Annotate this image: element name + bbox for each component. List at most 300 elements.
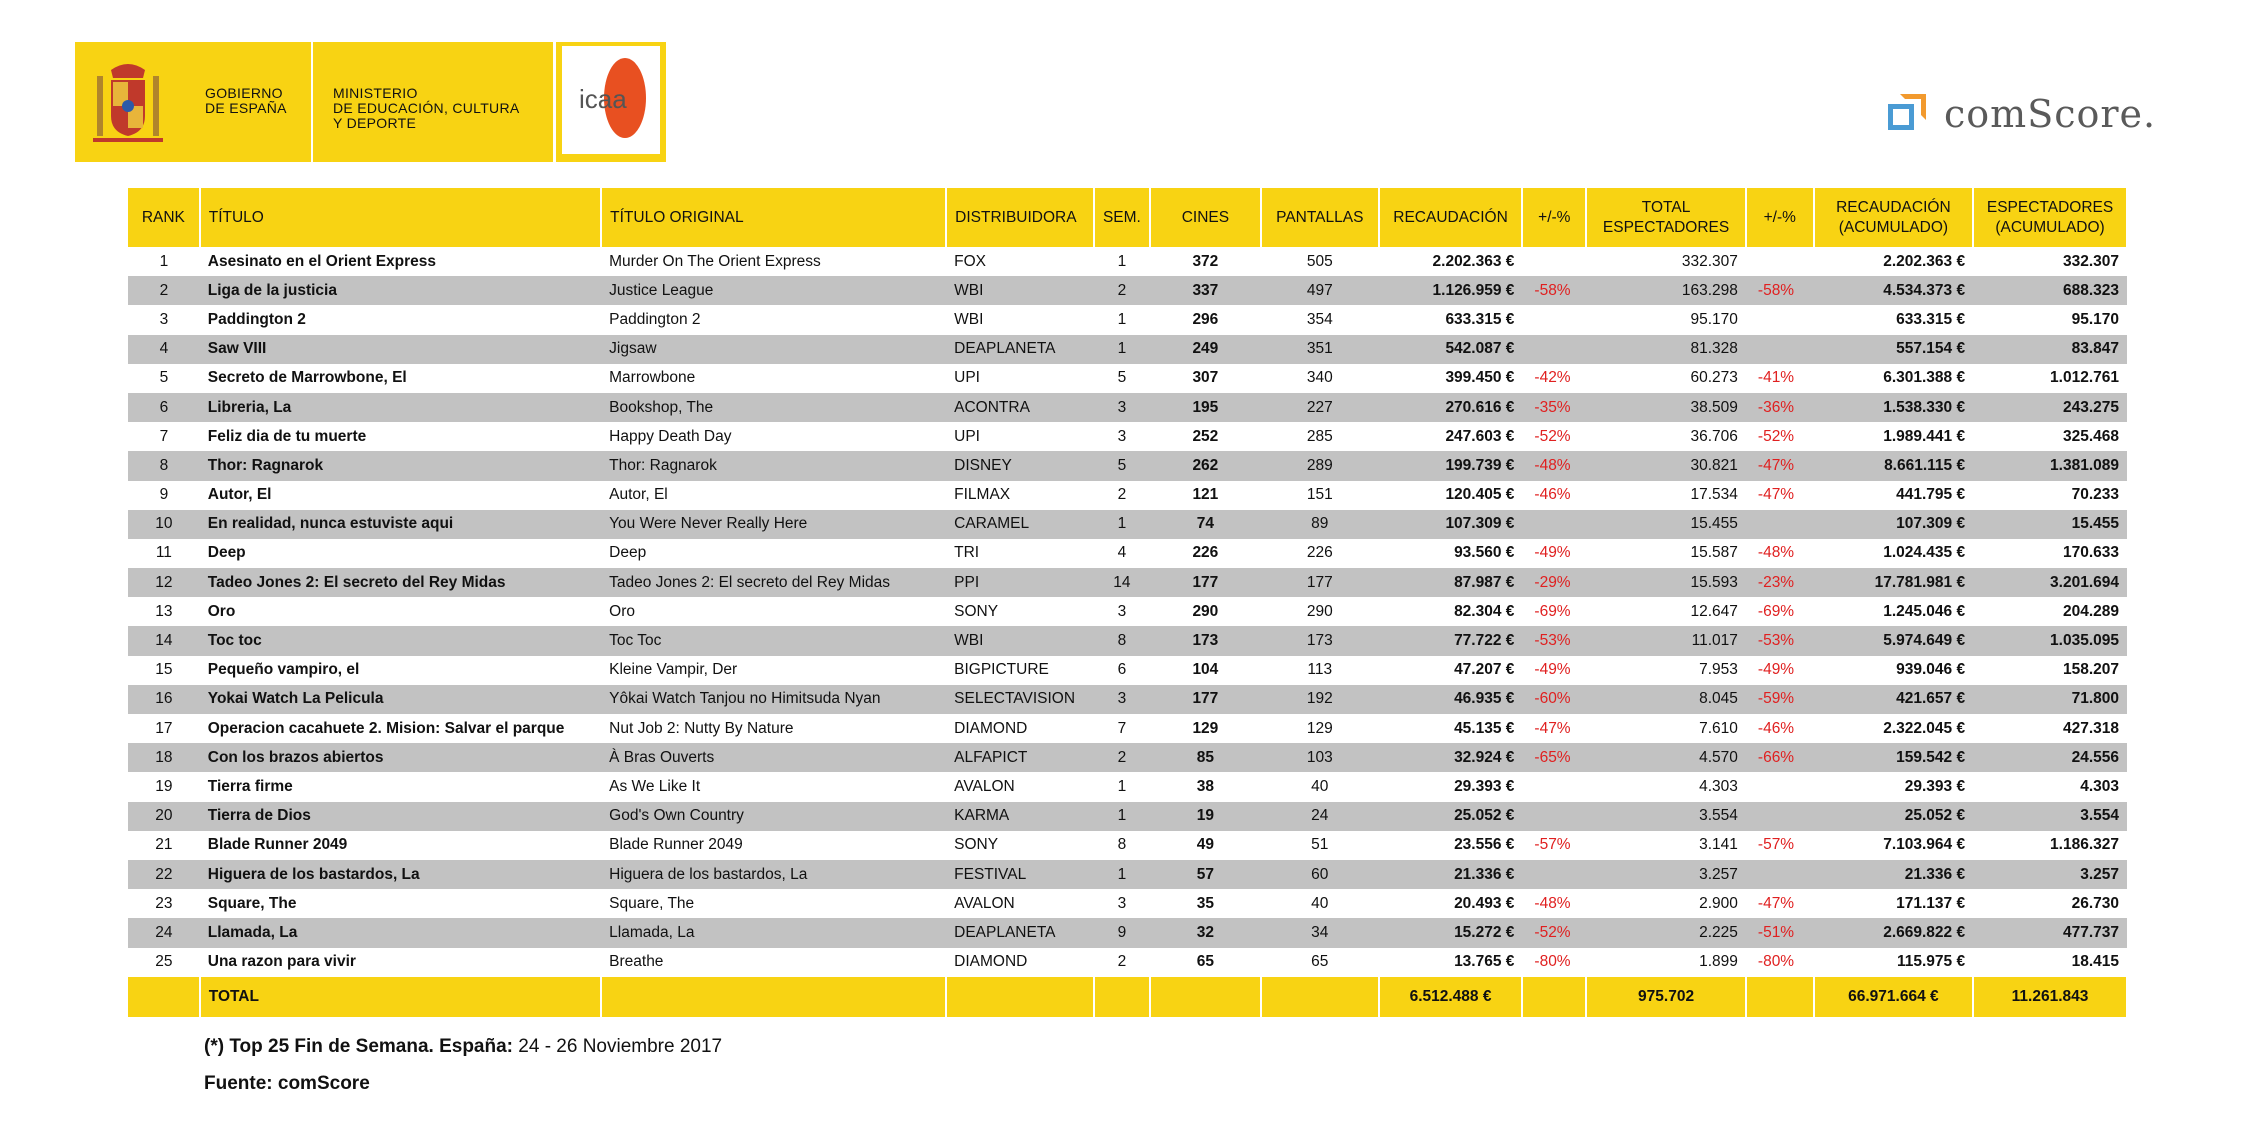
- col-titulo-original: TÍTULO ORIGINAL: [601, 188, 946, 247]
- cell-distribuidora: DISNEY: [946, 451, 1094, 480]
- cell-recaudacion: 29.393 €: [1454, 777, 1515, 795]
- cell-espectadores-acumulado: 158.207: [2062, 661, 2119, 679]
- col-cines: CINES: [1150, 188, 1261, 247]
- cell-pantallas: 227: [1261, 393, 1379, 422]
- cell-recaudacion-acumulado: 4.534.373 €: [1814, 276, 1973, 305]
- cell-pantallas: 34: [1261, 918, 1379, 947]
- cell-var-espectadores: -46%: [1757, 719, 1795, 737]
- cell-distribuidora: FESTIVAL: [946, 860, 1094, 889]
- cell-total-espectadores: 38.509: [1586, 393, 1746, 422]
- cell-semana: 5: [1094, 451, 1150, 480]
- table-row: [128, 743, 2127, 772]
- cell-rank: 6: [128, 393, 200, 422]
- cell-var-recaudacion: -58%: [1522, 276, 1586, 305]
- cell-distribuidora: SONY: [954, 602, 999, 620]
- cell-distribuidora: TRI: [954, 544, 980, 562]
- cell-var-espectadores: -52%: [1757, 427, 1795, 445]
- cell-cines: 195: [1150, 393, 1261, 422]
- cell-titulo-original: Marrowbone: [609, 369, 696, 387]
- cell-pantallas: 290: [1306, 602, 1333, 620]
- cell-total-espectadores: 8.045: [1586, 685, 1746, 714]
- cell-total-espectadores: 163.298: [1586, 276, 1746, 305]
- cell-semana: 8: [1094, 626, 1150, 655]
- cell-var-espectadores: [1746, 860, 1814, 889]
- cell-rank: 8: [128, 451, 200, 480]
- col-var-espectadores: +/-%: [1746, 188, 1814, 247]
- cell-semana: 5: [1117, 369, 1127, 387]
- table-row: [128, 451, 2127, 480]
- cell-rank: 19: [155, 777, 173, 795]
- header-banner: [75, 42, 666, 162]
- cell-titulo: Llamada, La: [200, 918, 601, 947]
- footer-note-dates: 24 - 26 Noviembre 2017: [513, 1036, 723, 1057]
- cell-total-espectadores: 30.821: [1586, 451, 1746, 480]
- cell-rank: 21: [155, 836, 173, 854]
- cell-rank: 1: [159, 252, 169, 270]
- cell-total-espectadores: 2.900: [1699, 894, 1738, 912]
- cell-var-espectadores: -57%: [1757, 836, 1795, 854]
- cell-pantallas: 505: [1306, 252, 1333, 270]
- cell-var-recaudacion: -53%: [1522, 626, 1586, 655]
- cell-var-espectadores: -47%: [1757, 486, 1795, 504]
- col-var-recaudacion: +/-%: [1522, 188, 1586, 247]
- cell-distribuidora: WBI: [946, 276, 1094, 305]
- table-row: [128, 539, 2127, 568]
- cell-rank: 13: [155, 602, 173, 620]
- cell-titulo-original: Paddington 2: [609, 310, 701, 328]
- cell-espectadores-acumulado: 24.556: [1973, 743, 2127, 772]
- cell-espectadores-acumulado: 3.201.694: [1973, 568, 2127, 597]
- cell-cines: 337: [1150, 276, 1261, 305]
- cell-titulo: En realidad, nunca estuviste aqui: [200, 510, 601, 539]
- cell-titulo-original: Justice League: [601, 276, 946, 305]
- cell-total-espectadores: 2.225: [1586, 918, 1746, 947]
- cell-recaudacion: 542.087 €: [1379, 335, 1523, 364]
- cell-recaudacion: 21.336 €: [1379, 860, 1523, 889]
- cell-var-recaudacion: -48%: [1534, 894, 1571, 912]
- cell-var-recaudacion: [1522, 772, 1586, 801]
- cell-distribuidora: DEAPLANETA: [946, 335, 1094, 364]
- table-row: [128, 802, 2127, 831]
- cell-espectadores-acumulado: 70.233: [2071, 486, 2119, 504]
- cell-recaudacion-acumulado: 2.669.822 €: [1814, 918, 1973, 947]
- cell-distribuidora: SONY: [954, 836, 999, 854]
- cell-distribuidora: ALFAPICT: [946, 743, 1094, 772]
- cell-distribuidora: FOX: [954, 252, 987, 270]
- cell-var-recaudacion: -48%: [1522, 451, 1586, 480]
- cell-total-espectadores: 11.017: [1586, 626, 1746, 655]
- cell-recaudacion-acumulado: 171.137 €: [1896, 894, 1966, 912]
- cell-cines: 177: [1150, 568, 1261, 597]
- cell-var-recaudacion: -80%: [1534, 953, 1571, 971]
- cell-espectadores-acumulado: 688.323: [1973, 276, 2127, 305]
- cell-titulo: Autor, El: [207, 486, 272, 504]
- cell-semana: 4: [1117, 544, 1127, 562]
- total-recaudacion: 6.512.488 €: [1379, 977, 1523, 1017]
- cell-var-recaudacion: -47%: [1534, 719, 1571, 737]
- cell-rank: 3: [159, 310, 169, 328]
- cell-cines: 35: [1196, 894, 1214, 912]
- cell-distribuidora: AVALON: [954, 777, 1015, 795]
- cell-semana: 8: [1117, 836, 1127, 854]
- cell-titulo-original: Higuera de los bastardos, La: [601, 860, 946, 889]
- cell-cines: 104: [1192, 661, 1219, 679]
- footer-note: [204, 1036, 722, 1058]
- cell-titulo: Asesinato en el Orient Express: [207, 252, 437, 270]
- cell-var-recaudacion: [1522, 335, 1586, 364]
- cell-recaudacion-acumulado: 25.052 €: [1814, 802, 1973, 831]
- cell-recaudacion-acumulado: 441.795 €: [1896, 486, 1966, 504]
- cell-distribuidora: BIGPICTURE: [954, 661, 1049, 679]
- cell-distribuidora: SELECTAVISION: [946, 685, 1094, 714]
- cell-cines: 252: [1192, 427, 1219, 445]
- cell-total-espectadores: 1.899: [1699, 953, 1738, 971]
- table-row: [128, 305, 2127, 334]
- cell-espectadores-acumulado: 1.381.089: [1973, 451, 2127, 480]
- cell-espectadores-acumulado: 3.554: [1973, 802, 2127, 831]
- cell-cines: 290: [1192, 602, 1219, 620]
- table-row: [128, 831, 2127, 860]
- cell-total-espectadores: 17.534: [1690, 486, 1738, 504]
- table-row: [128, 568, 2127, 597]
- col-semana: SEM.: [1094, 188, 1150, 247]
- cell-semana: 1: [1094, 510, 1150, 539]
- cell-recaudacion: 82.304 €: [1454, 602, 1515, 620]
- col-recaudacion-acumulado: RECAUDACIÓN (ACUMULADO): [1814, 188, 1973, 247]
- cell-recaudacion: 13.765 €: [1454, 953, 1515, 971]
- cell-total-espectadores: 4.570: [1586, 743, 1746, 772]
- cell-semana: 3: [1117, 427, 1127, 445]
- cell-distribuidora: AVALON: [954, 894, 1015, 912]
- cell-recaudacion-acumulado: 115.975 €: [1896, 953, 1966, 971]
- cell-titulo: Pequeño vampiro, el: [207, 661, 360, 679]
- cell-var-recaudacion: -65%: [1522, 743, 1586, 772]
- total-spacer: [1150, 977, 1261, 1017]
- cell-recaudacion-acumulado: 29.393 €: [1904, 777, 1966, 795]
- cell-titulo: Oro: [207, 602, 236, 620]
- table-row: [128, 481, 2127, 510]
- cell-total-espectadores: 60.273: [1690, 369, 1738, 387]
- cell-recaudacion: 93.560 €: [1454, 544, 1515, 562]
- cell-rank: 23: [155, 894, 173, 912]
- cell-total-espectadores: 4.303: [1699, 777, 1738, 795]
- cell-semana: 14: [1094, 568, 1150, 597]
- table-row: [128, 918, 2127, 947]
- cell-total-espectadores: 95.170: [1690, 310, 1738, 328]
- cell-espectadores-acumulado: 204.289: [2062, 602, 2119, 620]
- cell-espectadores-acumulado: 170.633: [2062, 544, 2119, 562]
- cell-cines: 173: [1150, 626, 1261, 655]
- cell-pantallas: 113: [1307, 661, 1333, 679]
- table-row: [128, 364, 2127, 393]
- cell-recaudacion: 87.987 €: [1379, 568, 1523, 597]
- col-pantallas: PANTALLAS: [1261, 188, 1379, 247]
- cell-rank: 18: [128, 743, 200, 772]
- cell-var-espectadores: -36%: [1746, 393, 1814, 422]
- cell-semana: 1: [1094, 335, 1150, 364]
- cell-cines: 57: [1150, 860, 1261, 889]
- cell-var-espectadores: -47%: [1757, 894, 1795, 912]
- cell-var-recaudacion: -35%: [1522, 393, 1586, 422]
- cell-espectadores-acumulado: 325.468: [2062, 427, 2119, 445]
- cell-titulo-original: Bookshop, The: [601, 393, 946, 422]
- cell-total-espectadores: 332.307: [1681, 252, 1738, 270]
- ministerio-text: MINISTERIO DE EDUCACIÓN, CULTURA Y DEPORTE: [333, 85, 520, 131]
- cell-var-recaudacion: -49%: [1534, 544, 1571, 562]
- cell-espectadores-acumulado: 1.035.095: [1973, 626, 2127, 655]
- cell-rank: 25: [155, 953, 173, 971]
- cell-var-recaudacion: -52%: [1534, 427, 1571, 445]
- cell-titulo-original: Nut Job 2: Nutty By Nature: [609, 719, 794, 737]
- cell-recaudacion-acumulado: 17.781.981 €: [1814, 568, 1973, 597]
- cell-pantallas: 51: [1311, 836, 1329, 854]
- cell-var-recaudacion: [1522, 247, 1586, 276]
- cell-rank: 20: [128, 802, 200, 831]
- total-recaudacion-acumulado: 66.971.664 €: [1814, 977, 1973, 1017]
- cell-recaudacion: 45.135 €: [1454, 719, 1515, 737]
- cell-cines: 85: [1150, 743, 1261, 772]
- cell-cines: 129: [1192, 719, 1219, 737]
- total-spacer: [946, 977, 1094, 1017]
- cell-distribuidora: CARAMEL: [946, 510, 1094, 539]
- footer-note-label: (*) Top 25 Fin de Semana. España:: [204, 1036, 513, 1057]
- cell-semana: 2: [1094, 743, 1150, 772]
- cell-semana: 2: [1117, 953, 1127, 971]
- cell-pantallas: 60: [1261, 860, 1379, 889]
- cell-rank: 7: [159, 427, 169, 445]
- cell-semana: 1: [1117, 252, 1127, 270]
- cell-recaudacion: 77.722 €: [1379, 626, 1523, 655]
- cell-titulo: Thor: Ragnarok: [200, 451, 601, 480]
- total-row: [128, 977, 2127, 1017]
- table-row: [128, 626, 2127, 655]
- col-recaudacion: RECAUDACIÓN: [1379, 188, 1523, 247]
- table-row: [128, 860, 2127, 889]
- cell-distribuidora: DIAMOND: [954, 719, 1028, 737]
- cell-var-recaudacion: -69%: [1534, 602, 1571, 620]
- cell-rank: 2: [128, 276, 200, 305]
- cell-titulo: Secreto de Marrowbone, El: [207, 369, 407, 387]
- cell-recaudacion-acumulado: 1.024.435 €: [1883, 544, 1966, 562]
- cell-cines: 19: [1150, 802, 1261, 831]
- cell-var-recaudacion: -46%: [1534, 486, 1571, 504]
- cell-rank: 12: [128, 568, 200, 597]
- cell-distribuidora: DIAMOND: [954, 953, 1028, 971]
- cell-pantallas: 65: [1311, 953, 1329, 971]
- cell-total-espectadores: 36.706: [1690, 427, 1738, 445]
- cell-recaudacion-acumulado: 421.657 €: [1814, 685, 1973, 714]
- cell-var-espectadores: -53%: [1746, 626, 1814, 655]
- cell-var-recaudacion: [1522, 305, 1586, 334]
- cell-recaudacion-acumulado: 1.245.046 €: [1883, 602, 1966, 620]
- table-row: [128, 335, 2127, 364]
- cell-var-espectadores: [1746, 802, 1814, 831]
- cell-recaudacion-acumulado: 5.974.649 €: [1814, 626, 1973, 655]
- cell-recaudacion: 2.202.363 €: [1432, 252, 1515, 270]
- cell-cines: 74: [1150, 510, 1261, 539]
- table-row: [128, 889, 2127, 918]
- cell-titulo-original: Tadeo Jones 2: El secreto del Rey Midas: [601, 568, 946, 597]
- cell-pantallas: 354: [1306, 310, 1333, 328]
- cell-var-recaudacion: -29%: [1522, 568, 1586, 597]
- cell-espectadores-acumulado: 26.730: [2071, 894, 2119, 912]
- cell-recaudacion: 47.207 €: [1454, 661, 1515, 679]
- cell-recaudacion-acumulado: 6.301.388 €: [1883, 369, 1966, 387]
- cell-espectadores-acumulado: 243.275: [1973, 393, 2127, 422]
- cell-recaudacion: 25.052 €: [1379, 802, 1523, 831]
- footer-source: Fuente: comScore: [204, 1073, 370, 1094]
- table-row: [128, 597, 2127, 626]
- cell-titulo: Toc toc: [200, 626, 601, 655]
- cell-distribuidora: ACONTRA: [946, 393, 1094, 422]
- cell-rank: 14: [128, 626, 200, 655]
- table-row: [128, 422, 2127, 451]
- cell-recaudacion-acumulado: 159.542 €: [1814, 743, 1973, 772]
- cell-semana: 2: [1094, 276, 1150, 305]
- cell-total-espectadores: 3.257: [1586, 860, 1746, 889]
- cell-var-recaudacion: [1522, 860, 1586, 889]
- cell-titulo: Higuera de los bastardos, La: [200, 860, 601, 889]
- cell-recaudacion-acumulado: 21.336 €: [1814, 860, 1973, 889]
- cell-pantallas: 24: [1261, 802, 1379, 831]
- cell-titulo-original: Jigsaw: [601, 335, 946, 364]
- total-spacer: [128, 977, 200, 1017]
- cell-titulo: Liga de la justicia: [200, 276, 601, 305]
- cell-espectadores-acumulado: 15.455: [1973, 510, 2127, 539]
- total-spacer: [1746, 977, 1814, 1017]
- box-office-table: [128, 188, 2128, 1017]
- cell-espectadores-acumulado: 71.800: [1973, 685, 2127, 714]
- cell-espectadores-acumulado: 4.303: [2080, 777, 2119, 795]
- cell-espectadores-acumulado: 427.318: [2062, 719, 2119, 737]
- cell-semana: 3: [1117, 894, 1127, 912]
- cell-titulo: Tierra firme: [207, 777, 293, 795]
- cell-distribuidora: PPI: [946, 568, 1094, 597]
- cell-titulo-original: Blade Runner 2049: [609, 836, 743, 854]
- coat-of-arms-icon: [93, 56, 163, 146]
- cell-titulo: Tierra de Dios: [200, 802, 601, 831]
- cell-cines: 249: [1150, 335, 1261, 364]
- cell-recaudacion-acumulado: 2.322.045 €: [1883, 719, 1966, 737]
- cell-var-recaudacion: [1522, 510, 1586, 539]
- cell-recaudacion-acumulado: 939.046 €: [1896, 661, 1966, 679]
- ministerio-logo: [313, 42, 553, 162]
- cell-rank: 17: [155, 719, 173, 737]
- cell-distribuidora: DEAPLANETA: [946, 918, 1094, 947]
- cell-titulo: Deep: [207, 544, 246, 562]
- cell-semana: 1: [1117, 310, 1127, 328]
- cell-var-espectadores: -49%: [1757, 661, 1795, 679]
- cell-rank: 4: [128, 335, 200, 364]
- cell-titulo: Operacion cacahuete 2. Mision: Salvar el parque: [207, 719, 565, 737]
- cell-var-recaudacion: -60%: [1522, 685, 1586, 714]
- cell-rank: 9: [159, 486, 169, 504]
- cell-cines: 49: [1196, 836, 1214, 854]
- cell-var-espectadores: [1746, 335, 1814, 364]
- cell-total-espectadores: 15.455: [1586, 510, 1746, 539]
- col-espectadores-acumulado: ESPECTADORES (ACUMULADO): [1973, 188, 2127, 247]
- cell-pantallas: 89: [1261, 510, 1379, 539]
- cell-rank: 15: [155, 661, 173, 679]
- cell-cines: 307: [1192, 369, 1219, 387]
- cell-total-espectadores: 15.587: [1690, 544, 1738, 562]
- cell-titulo: Con los brazos abiertos: [200, 743, 601, 772]
- cell-semana: 1: [1094, 802, 1150, 831]
- cell-var-recaudacion: -57%: [1534, 836, 1571, 854]
- cell-titulo-original: Square, The: [609, 894, 695, 912]
- cell-titulo: Libreria, La: [200, 393, 601, 422]
- cell-recaudacion: 20.493 €: [1454, 894, 1515, 912]
- cell-distribuidora: UPI: [954, 427, 980, 445]
- col-distribuidora: DISTRIBUIDORA: [946, 188, 1094, 247]
- cell-cines: 262: [1150, 451, 1261, 480]
- cell-espectadores-acumulado: 3.257: [1973, 860, 2127, 889]
- cell-pantallas: 177: [1261, 568, 1379, 597]
- cell-titulo: Square, The: [207, 894, 297, 912]
- total-spacer: [601, 977, 946, 1017]
- cell-cines: 372: [1192, 252, 1219, 270]
- cell-titulo: Saw VIII: [200, 335, 601, 364]
- cell-espectadores-acumulado: 1.186.327: [2050, 836, 2119, 854]
- table-row: [128, 393, 2127, 422]
- cell-recaudacion-acumulado: 2.202.363 €: [1883, 252, 1966, 270]
- col-titulo: TÍTULO: [200, 188, 601, 247]
- cell-distribuidora: KARMA: [946, 802, 1094, 831]
- comscore-mark-icon: [1888, 94, 1932, 134]
- cell-var-espectadores: [1746, 305, 1814, 334]
- cell-var-espectadores: [1746, 247, 1814, 276]
- cell-distribuidora: FILMAX: [954, 486, 1011, 504]
- cell-titulo-original: Thor: Ragnarok: [601, 451, 946, 480]
- gobierno-logo: [75, 42, 311, 162]
- cell-titulo: Una razon para vivir: [207, 953, 356, 971]
- cell-titulo-original: Toc Toc: [601, 626, 946, 655]
- cell-semana: 3: [1117, 602, 1127, 620]
- cell-titulo-original: Murder On The Orient Express: [609, 252, 821, 270]
- cell-semana: 2: [1117, 486, 1127, 504]
- cell-cines: 296: [1192, 310, 1219, 328]
- cell-titulo: Tadeo Jones 2: El secreto del Rey Midas: [200, 568, 601, 597]
- cell-espectadores-acumulado: 1.012.761: [2050, 369, 2119, 387]
- cell-total-espectadores: 3.141: [1699, 836, 1738, 854]
- cell-pantallas: 129: [1306, 719, 1333, 737]
- cell-recaudacion: 199.739 €: [1379, 451, 1523, 480]
- cell-pantallas: 151: [1306, 486, 1333, 504]
- table-row: [128, 772, 2127, 801]
- cell-var-espectadores: -41%: [1757, 369, 1795, 387]
- cell-var-espectadores: -47%: [1746, 451, 1814, 480]
- table-row: [128, 656, 2127, 685]
- cell-semana: 6: [1117, 661, 1127, 679]
- cell-total-espectadores: 81.328: [1586, 335, 1746, 364]
- cell-recaudacion: 120.405 €: [1445, 486, 1515, 504]
- cell-recaudacion: 32.924 €: [1379, 743, 1523, 772]
- cell-titulo-original: Oro: [609, 602, 635, 620]
- cell-distribuidora: WBI: [946, 626, 1094, 655]
- cell-var-espectadores: -51%: [1746, 918, 1814, 947]
- cell-titulo-original: As We Like It: [609, 777, 701, 795]
- total-spacer: [1261, 977, 1379, 1017]
- total-spacer: [1094, 977, 1150, 1017]
- cell-titulo: Blade Runner 2049: [207, 836, 348, 854]
- cell-recaudacion-acumulado: 107.309 €: [1814, 510, 1973, 539]
- cell-var-recaudacion: [1522, 802, 1586, 831]
- cell-titulo-original: God's Own Country: [601, 802, 946, 831]
- gobierno-text: GOBIERNO DE ESPAÑA: [205, 85, 287, 116]
- cell-total-espectadores: 7.610: [1699, 719, 1738, 737]
- col-rank: RANK: [128, 188, 200, 247]
- cell-recaudacion: 399.450 €: [1445, 369, 1515, 387]
